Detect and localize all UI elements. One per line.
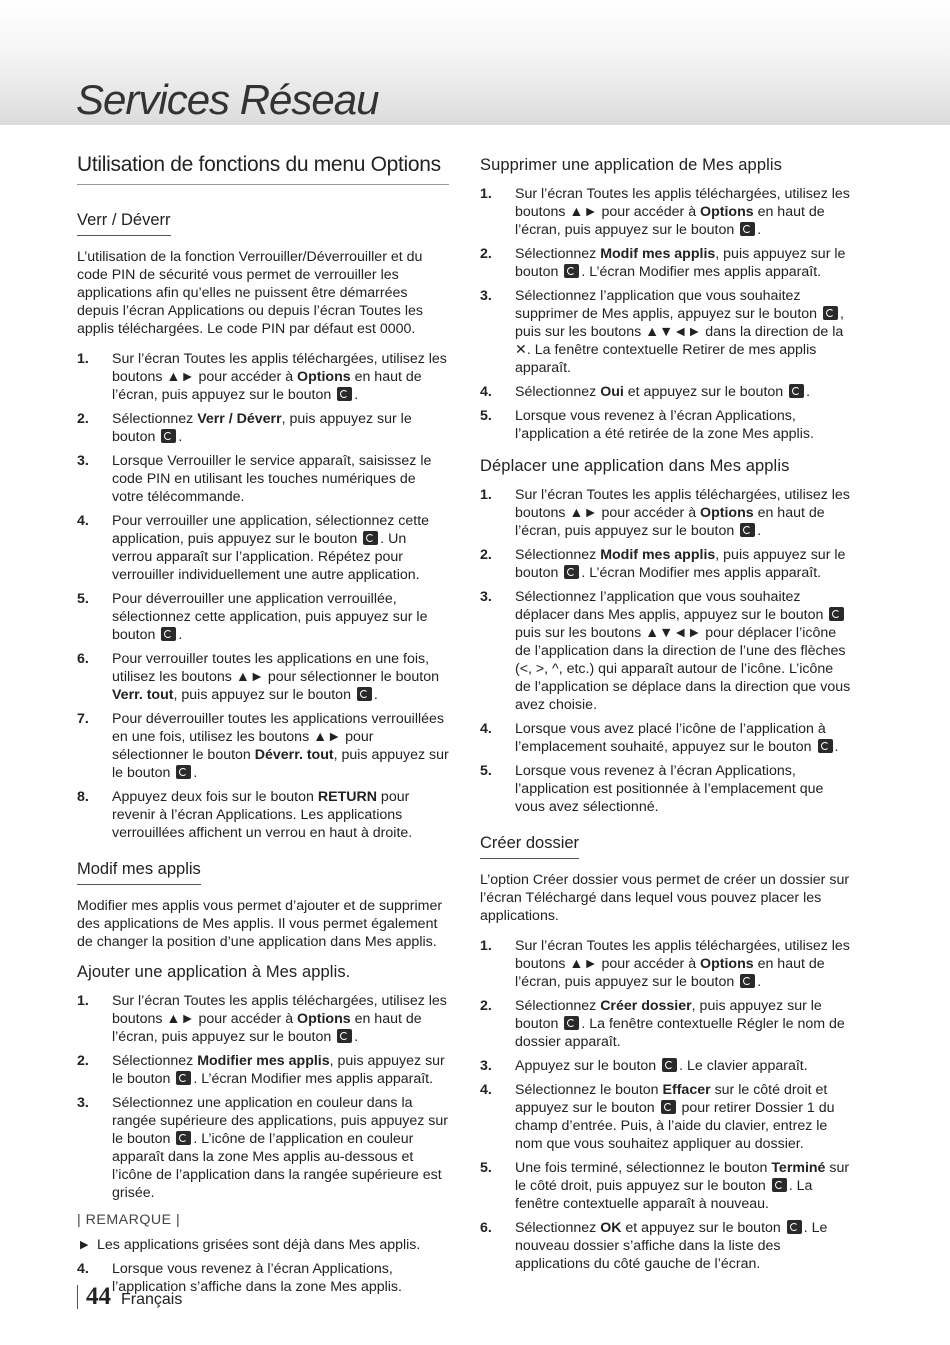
step-text: Lorsque vous revenez à l’écran Applications, l’application a été retirée de la zone Mes applis. <box>515 408 814 442</box>
left-column <box>77 150 449 1310</box>
step-bold: Verr / Déverr <box>197 411 282 427</box>
footer-divider <box>77 1285 78 1309</box>
modif-intro: Modifier mes applis vous permet d’ajouter et de supprimer des applications de Mes applis. Il vous permet également de changer la position d’une application dans Mes applis. <box>77 898 443 950</box>
step-text: Lorsque vous revenez à l’écran Applications, l’application est positionnée à l’emplacement que vous avez sélectionné. <box>515 763 824 815</box>
note-item: ▶ Les applications grisées sont déjà dans Mes applis. <box>80 1237 421 1253</box>
step-text: Sélectionnez l’application que vous souhaitez supprimer de Mes applis, appuyez sur le bouton <box>515 288 821 322</box>
step-text: Pour déverrouiller toutes les applications verrouillées en une fois, utilisez les boutons ▲► pour sélectionner le bouton <box>112 711 444 763</box>
list-item <box>480 383 852 401</box>
list-item <box>480 245 852 281</box>
step-text: , puis appuyez sur le bouton <box>515 246 846 280</box>
step-text: , puis appuyez sur le bouton <box>173 687 355 703</box>
list-item <box>77 590 449 644</box>
step-number: 5. <box>77 591 89 607</box>
bullet-icon: ▶ <box>80 1239 89 1251</box>
enter-icon <box>740 974 755 988</box>
enter-icon <box>564 264 579 278</box>
step-text: . Un verrou apparaît sur l’application. Répétez pour verrouiller individuellement une autre application. <box>112 531 420 583</box>
step-text: . L’écran Modifier mes applis apparaît. <box>581 565 822 581</box>
list-item <box>77 410 449 446</box>
enter-icon <box>772 1178 787 1192</box>
step-text: . <box>757 222 762 238</box>
step-bold: RETURN <box>317 789 377 805</box>
enter-icon <box>176 1071 191 1085</box>
step-number: 1. <box>480 938 492 954</box>
step-bold: Terminé <box>771 1160 826 1176</box>
creer-intro: L’option Créer dossier vous permet de créer un dossier sur l’écran Téléchargé dans lequel vous pouvez placer les applications. <box>480 872 850 924</box>
step-bold: Options <box>297 369 351 385</box>
ajouter-heading: Ajouter une application à Mes applis. <box>77 963 351 981</box>
list-item <box>480 486 852 540</box>
step-text: . <box>354 1029 359 1045</box>
step-number: 3. <box>480 589 492 605</box>
step-text: . <box>193 765 198 781</box>
enter-icon <box>564 1016 579 1030</box>
step-text: . Le clavier apparaît. <box>679 1058 808 1074</box>
step-text: Sélectionnez <box>515 547 601 563</box>
step-number: 5. <box>480 408 492 424</box>
list-item <box>77 452 449 506</box>
step-text: Lorsque vous avez placé l’icône de l’application à l’emplacement souhaité, appuyez sur le bouton <box>515 721 826 755</box>
list-item: 4. Lorsque vous revenez à l’écran Applications, l’application s’affiche dans la zone Mes applis. <box>77 1261 402 1295</box>
list-item <box>480 287 852 377</box>
step-text: . La fenêtre contextuelle Régler le nom de dossier apparaît. <box>515 1016 845 1050</box>
step-number: 3. <box>480 288 492 304</box>
step-text: , puis appuyez sur le bouton <box>112 747 449 781</box>
enter-icon <box>161 627 176 641</box>
list-item <box>480 1219 852 1273</box>
list-item <box>480 1159 852 1213</box>
step-text: . L’écran Modifier mes applis apparaît. <box>193 1071 434 1087</box>
step-text: pour retirer Dossier 1 du champ d’entrée. Puis, à l’aide du clavier, entrez le nom que vous souhaitez appliquer au dossier. <box>515 1100 835 1152</box>
list-item <box>480 937 852 991</box>
step-text: Sélectionnez <box>515 998 601 1014</box>
step-text: . <box>757 523 762 539</box>
step-text: Sélectionnez <box>515 1220 601 1236</box>
section-title: Utilisation de fonctions du menu Options <box>77 153 449 185</box>
step-number: 7. <box>77 711 89 727</box>
step-text: et appuyez sur le bouton <box>621 1220 785 1236</box>
step-number: 1. <box>480 186 492 202</box>
step-text: sur le côté droit et appuyez sur le bouton <box>515 1082 828 1116</box>
step-number: 4. <box>77 513 89 529</box>
enter-icon <box>176 1131 191 1145</box>
step-number: 1. <box>77 993 89 1009</box>
verr-heading: Verr / Déverr <box>77 211 171 236</box>
supprimer-steps <box>480 185 852 443</box>
enter-icon <box>818 739 833 753</box>
creer-heading: Créer dossier <box>480 834 579 859</box>
enter-icon <box>661 1100 676 1114</box>
deplacer-heading: Déplacer une application dans Mes applis <box>480 457 790 475</box>
step-text: , puis sur les boutons ▲▼◄► dans la direction de la ✕. La fenêtre contextuelle Retirer de mes applis apparaît. <box>515 306 844 376</box>
step-bold: Déverr. tout <box>254 747 334 763</box>
step-text: . <box>757 974 762 990</box>
step-bold: Options <box>700 505 754 521</box>
step-text: Sur l’écran Toutes les applis téléchargées, utilisez les boutons ▲► pour accéder à <box>112 351 447 385</box>
step-number: 1. <box>77 351 89 367</box>
step-number: 2. <box>480 998 492 1014</box>
step-number: 8. <box>77 789 89 805</box>
step-text: , puis appuyez sur le bouton <box>112 411 412 445</box>
creer-steps <box>480 937 852 1273</box>
step-text: . <box>834 739 839 755</box>
step-text: . <box>178 627 183 643</box>
enter-icon <box>564 565 579 579</box>
enter-icon <box>662 1058 677 1072</box>
list-item <box>480 588 852 714</box>
step-text: , puis appuyez sur le bouton <box>515 998 822 1032</box>
step-text: Sur l’écran Toutes les applis téléchargées, utilisez les boutons ▲► pour accéder à <box>515 186 850 220</box>
step-text: en haut de l’écran, puis appuyez sur le bouton <box>515 505 825 539</box>
step-text: Sélectionnez <box>515 246 601 262</box>
step-number: 1. <box>480 487 492 503</box>
step-bold: Modif mes applis <box>600 547 716 563</box>
enter-icon <box>823 306 838 320</box>
step-bold: Options <box>297 1011 351 1027</box>
enter-icon <box>357 687 372 701</box>
enter-icon <box>740 523 755 537</box>
step-number: 4. <box>480 1082 492 1098</box>
step-number: 2. <box>480 547 492 563</box>
step-text: Sélectionnez le bouton <box>515 1082 663 1098</box>
step-text: en haut de l’écran, puis appuyez sur le bouton <box>515 204 825 238</box>
step-bold: Effacer <box>662 1082 711 1098</box>
list-item <box>480 997 852 1051</box>
step-bold: Créer dossier <box>600 998 692 1014</box>
step-text: en haut de l’écran, puis appuyez sur le bouton <box>112 1011 422 1045</box>
list-item <box>77 788 449 842</box>
list-item <box>480 762 852 816</box>
list-item <box>77 1052 449 1088</box>
step-text: Appuyez sur le bouton <box>515 1058 661 1074</box>
step-bold: Modifier mes applis <box>197 1053 330 1069</box>
step-number: 3. <box>480 1058 492 1074</box>
step-text: sur le côté droit, puis appuyez sur le bouton <box>515 1160 850 1194</box>
step-text: Sélectionnez une application en couleur dans la rangée supérieure des applications, puis appuyez sur le bouton <box>112 1095 448 1147</box>
step-text: , puis appuyez sur le bouton <box>112 1053 445 1087</box>
page-footer <box>77 1283 182 1311</box>
enter-icon <box>337 1029 352 1043</box>
deplacer-steps <box>480 486 852 816</box>
language-label: Français <box>121 1291 183 1308</box>
step-bold: OK <box>600 1220 622 1236</box>
step-text: Sélectionnez <box>112 411 198 427</box>
step-text: . <box>373 687 378 703</box>
step-number: 2. <box>77 1053 89 1069</box>
list-item <box>480 407 852 443</box>
list-item <box>77 1094 449 1202</box>
step-text: . La fenêtre contextuelle apparaît à nouveau. <box>515 1178 813 1212</box>
note-list <box>77 1236 449 1254</box>
step-text: Sélectionnez l’application que vous souhaitez déplacer dans Mes applis, appuyez sur le bouton <box>515 589 828 623</box>
step-number: 5. <box>480 1160 492 1176</box>
enter-icon <box>337 387 352 401</box>
supprimer-heading: Supprimer une application de Mes applis <box>480 156 782 174</box>
step-text: Lorsque Verrouiller le service apparaît, saisissez le code PIN en utilisant les touches numériques de votre télécommande. <box>112 453 432 505</box>
step-text: Sur l’écran Toutes les applis téléchargées, utilisez les boutons ▲► pour accéder à <box>515 938 850 972</box>
step-text: Sur l’écran Toutes les applis téléchargées, utilisez les boutons ▲► pour accéder à <box>112 993 447 1027</box>
step-text: . <box>354 387 359 403</box>
step-text: Sur l’écran Toutes les applis téléchargées, utilisez les boutons ▲► pour accéder à <box>515 487 850 521</box>
list-item <box>77 710 449 782</box>
list-item <box>77 992 449 1046</box>
step-bold: Modif mes applis <box>600 246 716 262</box>
modif-heading: Modif mes applis <box>77 860 201 885</box>
step-text: Une fois terminé, sélectionnez le bouton <box>515 1160 772 1176</box>
step-number: 4. <box>480 384 492 400</box>
step-bold: Options <box>700 956 754 972</box>
step-text: en haut de l’écran, puis appuyez sur le bouton <box>112 369 422 403</box>
step-number: 6. <box>77 651 89 667</box>
step-text: Pour verrouiller toutes les applications en une fois, utilisez les boutons ▲► pour sélectionner le bouton <box>112 651 439 685</box>
step-text: . Le nouveau dossier s’affiche dans la liste des applications du côté gauche de l’écran. <box>515 1220 828 1272</box>
step-text: Sélectionnez <box>515 384 601 400</box>
step-bold: Verr. tout <box>112 687 174 703</box>
ajouter-steps <box>77 992 449 1202</box>
list-item <box>480 720 852 756</box>
step-bold: Oui <box>600 384 624 400</box>
step-bold: Options <box>700 204 754 220</box>
step-text: et appuyez sur le bouton <box>623 384 788 400</box>
step-text: Pour déverrouiller une application verrouillée, sélectionnez cette application, puis appuyez sur le bouton <box>112 591 428 643</box>
step-number: 6. <box>480 1220 492 1236</box>
step-text: Pour verrouiller une application, sélectionnez cette application, puis appuyez sur le bouton <box>112 513 430 547</box>
step-number: 4. <box>480 721 492 737</box>
enter-icon <box>363 531 378 545</box>
verr-intro: L’utilisation de la fonction Verrouiller/Déverrouiller et du code PIN de sécurité vous permet de verrouiller les applications afin qu’elles ne puissent être démarrées depuis l’écran Applications ou depuis l’écran Toutes les applis téléchargées. Le code PIN par défaut est 0000. <box>77 249 423 337</box>
step-number: 3. <box>77 453 89 469</box>
step-text: pour revenir à l’écran Applications. Les applications verrouillées affichent un verrou en haut à droite. <box>112 789 413 841</box>
enter-icon <box>740 222 755 236</box>
right-column <box>480 150 852 1287</box>
list-item <box>77 350 449 404</box>
step-text: . L’écran Modifier mes applis apparaît. <box>581 264 822 280</box>
step-text: Appuyez deux fois sur le bouton <box>112 789 318 805</box>
enter-icon <box>176 765 191 779</box>
list-item <box>77 512 449 584</box>
list-item <box>480 1081 852 1153</box>
step-text: . <box>806 384 811 400</box>
page-title: Services Réseau <box>76 76 379 123</box>
step-number: 2. <box>77 411 89 427</box>
step-text: puis sur les boutons ▲▼◄► pour déplacer l’icône de l’application dans la direction de l’une des flèches (<, >, ^, etc.) qui apparaît autour de l’icône. L’icône de l’application se déplace dans la direction que vous avez choisie. <box>515 625 851 713</box>
verr-steps <box>77 350 449 842</box>
enter-icon <box>161 429 176 443</box>
list-item <box>77 650 449 704</box>
step-text: Sélectionnez <box>112 1053 198 1069</box>
list-item <box>480 185 852 239</box>
list-item <box>480 1057 852 1075</box>
step-text: . <box>178 429 183 445</box>
page-number: 44 <box>86 1283 111 1310</box>
step-number: 5. <box>480 763 492 779</box>
step-number: 3. <box>77 1095 89 1111</box>
step-number: 2. <box>480 246 492 262</box>
enter-icon <box>789 384 804 398</box>
list-item <box>480 546 852 582</box>
note-heading: | REMARQUE | <box>77 1212 181 1228</box>
enter-icon <box>787 1220 802 1234</box>
step-text: , puis appuyez sur le bouton <box>515 547 846 581</box>
enter-icon <box>829 607 844 621</box>
step-text: en haut de l’écran, puis appuyez sur le bouton <box>515 956 825 990</box>
step-text: . L’icône de l’application en couleur apparaît dans la zone Mes applis au-dessous et l’icône de l’application dans la rangée supérieure est grisée. <box>112 1131 442 1201</box>
